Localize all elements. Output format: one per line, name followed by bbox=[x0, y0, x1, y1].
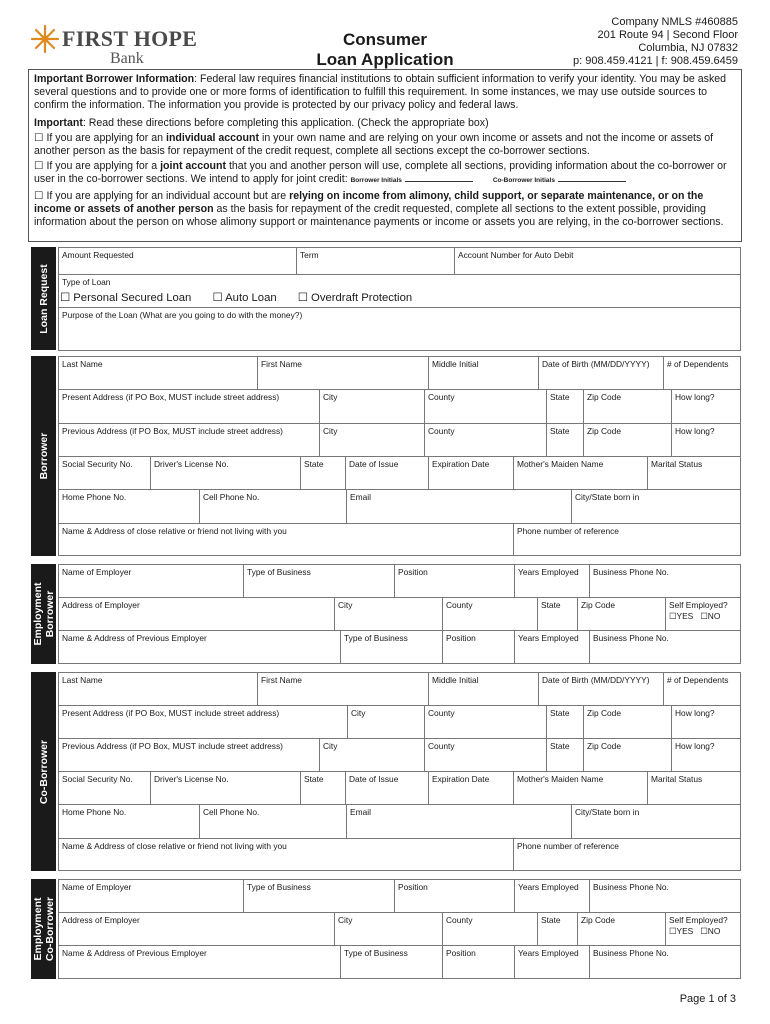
borrower-employer-address-field[interactable]: Address of Employer bbox=[58, 597, 335, 631]
coborrower-city-state-born-field[interactable]: City/State born in bbox=[571, 804, 741, 839]
company-info bbox=[573, 16, 738, 68]
borrower-prev-years-employed-field[interactable]: Years Employed bbox=[514, 630, 590, 664]
borrower-date-issue-field[interactable]: Date of Issue bbox=[345, 456, 429, 490]
borrower-previous-address-field[interactable]: Previous Address (if PO Box, MUST include street address) bbox=[58, 423, 320, 457]
coborrower-previous-zip-field[interactable]: Zip Code bbox=[583, 738, 672, 772]
coborrower-expiration-field[interactable]: Expiration Date bbox=[428, 771, 514, 805]
coborrower-present-state-field[interactable]: State bbox=[546, 705, 584, 739]
borrower-license-field[interactable]: Driver's License No. bbox=[150, 456, 301, 490]
directions-paragraph: Important: Read these directions before completing this application. (Check the appropriate box) bbox=[34, 116, 489, 129]
coborrower-employer-county-field[interactable]: County bbox=[442, 912, 538, 946]
coborrower-self-employed-field: Self Employed? ☐YES ☐NO bbox=[665, 912, 741, 946]
borrower-home-phone-field[interactable]: Home Phone No. bbox=[58, 489, 200, 524]
borrower-self-employed-yes[interactable]: ☐YES bbox=[669, 611, 694, 621]
coborrower-previous-state-field[interactable]: State bbox=[546, 738, 584, 772]
coborrower-previous-how-long-field[interactable]: How long? bbox=[671, 738, 741, 772]
coborrower-present-address-field[interactable]: Present Address (if PO Box, MUST include street address) bbox=[58, 705, 348, 739]
coborrower-years-employed-field[interactable]: Years Employed bbox=[514, 879, 590, 913]
borrower-employer-field[interactable]: Name of Employer bbox=[58, 564, 244, 598]
borrower-previous-employer-field[interactable]: Name & Address of Previous Employer bbox=[58, 630, 341, 664]
coborrower-previous-employer-field[interactable]: Name & Address of Previous Employer bbox=[58, 945, 341, 979]
borrower-position-field[interactable]: Position bbox=[394, 564, 515, 598]
borrower-city-state-born-field[interactable]: City/State born in bbox=[571, 489, 741, 524]
borrower-previous-city-field[interactable]: City bbox=[319, 423, 425, 457]
coborrower-business-type-field[interactable]: Type of Business bbox=[243, 879, 395, 913]
company-address-2: Columbia, NJ 07832 bbox=[638, 42, 738, 54]
coborrower-business-phone-field[interactable]: Business Phone No. bbox=[589, 879, 741, 913]
borrower-employer-zip-field[interactable]: Zip Code bbox=[577, 597, 666, 631]
coborrower-previous-city-field[interactable]: City bbox=[319, 738, 425, 772]
coborrower-prev-position-field[interactable]: Position bbox=[442, 945, 515, 979]
borrower-previous-zip-field[interactable]: Zip Code bbox=[583, 423, 672, 457]
borrower-business-type-field[interactable]: Type of Business bbox=[243, 564, 395, 598]
borrower-years-employed-field[interactable]: Years Employed bbox=[514, 564, 590, 598]
borrower-present-address-field[interactable]: Present Address (if PO Box, MUST include street address) bbox=[58, 389, 320, 424]
option-overdraft-protection[interactable]: ☐ Overdraft Protection bbox=[297, 292, 413, 304]
logo-subtitle: Bank bbox=[110, 50, 144, 67]
borrower-reference-phone-field[interactable]: Phone number of reference bbox=[513, 523, 741, 556]
borrower-prev-business-type-field[interactable]: Type of Business bbox=[340, 630, 443, 664]
borrower-previous-county-field[interactable]: County bbox=[424, 423, 547, 457]
borrower-middle-initial-field[interactable]: Middle Initial bbox=[428, 356, 539, 390]
coborrower-first-name-field[interactable]: First Name bbox=[257, 672, 429, 706]
coborrower-employer-zip-field[interactable]: Zip Code bbox=[577, 912, 666, 946]
borrower-email-field[interactable]: Email bbox=[346, 489, 572, 524]
loan-type-options bbox=[60, 291, 430, 304]
instructions-box bbox=[28, 69, 742, 242]
coborrower-present-zip-field[interactable]: Zip Code bbox=[583, 705, 672, 739]
borrower-ssn-field[interactable]: Social Security No. bbox=[58, 456, 151, 490]
type-of-loan-field: Type of Loan bbox=[58, 274, 741, 308]
coborrower-maiden-name-field[interactable]: Mother's Maiden Name bbox=[513, 771, 648, 805]
coborrower-employer-field[interactable]: Name of Employer bbox=[58, 879, 244, 913]
borrower-marital-status-field[interactable]: Marital Status bbox=[647, 456, 741, 490]
option-personal-secured-loan[interactable]: ☐ Personal Secured Loan bbox=[60, 292, 192, 304]
star-logo-icon bbox=[30, 24, 60, 54]
coborrower-employer-state-field[interactable]: State bbox=[537, 912, 578, 946]
coborrower-dob-field[interactable]: Date of Birth (MM/DD/YYYY) bbox=[538, 672, 664, 706]
borrower-present-how-long-field[interactable]: How long? bbox=[671, 389, 741, 424]
borrower-initials-field[interactable] bbox=[405, 174, 473, 182]
coborrower-reference-phone-field[interactable]: Phone number of reference bbox=[513, 838, 741, 871]
logo-name: FIRST HOPE bbox=[62, 26, 198, 51]
borrower-self-employed-no[interactable]: ☐NO bbox=[700, 611, 721, 621]
company-address-1: 201 Route 94 | Second Floor bbox=[597, 29, 738, 41]
borrower-previous-how-long-field[interactable]: How long? bbox=[671, 423, 741, 457]
coborrower-employer-address-field[interactable]: Address of Employer bbox=[58, 912, 335, 946]
coborrower-home-phone-field[interactable]: Home Phone No. bbox=[58, 804, 200, 839]
coborrower-license-state-field[interactable]: State bbox=[300, 771, 346, 805]
company-nmls: Company NMLS #460885 bbox=[611, 16, 738, 28]
borrower-relative-field[interactable]: Name & Address of close relative or friend not living with you bbox=[58, 523, 514, 556]
borrower-initials-label: Borrower Initials bbox=[350, 177, 402, 185]
option-alimony: ☐ If you are applying for an individual account but are relying on income from alimony, child support, or separate maintenance, or on the income or assets of another person as the basis for repayment of the credit requested, complete all sections to the extent possible, providing information about the person on whose alimony support or maintenance payments or income or assets you are relying, in the co-borrower sections. bbox=[34, 189, 724, 229]
coborrower-present-county-field[interactable]: County bbox=[424, 705, 547, 739]
borrower-dob-field[interactable]: Date of Birth (MM/DD/YYYY) bbox=[538, 356, 664, 390]
borrower-expiration-field[interactable]: Expiration Date bbox=[428, 456, 514, 490]
coborrower-middle-initial-field[interactable]: Middle Initial bbox=[428, 672, 539, 706]
coborrower-cell-phone-field[interactable]: Cell Phone No. bbox=[199, 804, 347, 839]
section-borrower: Borrower bbox=[31, 356, 56, 556]
option-joint: ☐ If you are applying for a joint account that you and another person will use, complete all sections, providing information about the co-borrower or user in the co-borrower sections. We intend to apply for joint credit: Borrower Initials Co-Borrower Initials bbox=[34, 160, 727, 186]
checkbox-individual[interactable]: ☐ bbox=[34, 131, 44, 144]
borrower-info-paragraph: Important Borrower Information: Federal law requires financial institutions to obtain sufficient information to verify your identity. You may be asked several questions and to provide one or more forms of identification to fulfill this requirement. In some instances, we may use outside sources to confirm the information. The information you provide is protected by our privacy policy and federal laws. bbox=[34, 73, 727, 112]
coborrower-previous-county-field[interactable]: County bbox=[424, 738, 547, 772]
borrower-cell-phone-field[interactable]: Cell Phone No. bbox=[199, 489, 347, 524]
bank-logo bbox=[30, 22, 200, 70]
borrower-self-employed-field: Self Employed? ☐YES ☐NO bbox=[665, 597, 741, 631]
checkbox-alimony[interactable]: ☐ bbox=[34, 189, 44, 202]
option-auto-loan[interactable]: ☐ Auto Loan bbox=[212, 292, 277, 304]
checkbox-joint[interactable]: ☐ bbox=[34, 160, 44, 173]
section-employment-borrower: Employment Borrower bbox=[31, 564, 56, 664]
coborrower-self-employed-yes[interactable]: ☐YES bbox=[669, 926, 694, 936]
coborrower-prev-business-type-field[interactable]: Type of Business bbox=[340, 945, 443, 979]
coborrower-date-issue-field[interactable]: Date of Issue bbox=[345, 771, 429, 805]
coborrower-employer-city-field[interactable]: City bbox=[334, 912, 443, 946]
coborrower-prev-business-phone-field[interactable]: Business Phone No. bbox=[589, 945, 741, 979]
coborrower-email-field[interactable]: Email bbox=[346, 804, 572, 839]
section-employment-coborrower: Employment Co-Borrower bbox=[31, 879, 56, 979]
borrower-present-state-field[interactable]: State bbox=[546, 389, 584, 424]
coborrower-relative-field[interactable]: Name & Address of close relative or friend not living with you bbox=[58, 838, 514, 871]
coborrower-present-how-long-field[interactable]: How long? bbox=[671, 705, 741, 739]
option-individual: ☐ If you are applying for an individual account in your own name and are relying on your own income or assets and not the income or assets of another person as the basis for repayment of the credit request, complete all sections except the co-borrower sections. bbox=[34, 131, 714, 158]
coborrower-marital-status-field[interactable]: Marital Status bbox=[647, 771, 741, 805]
section-coborrower: Co-Borrower bbox=[31, 672, 56, 871]
borrower-previous-state-field[interactable]: State bbox=[546, 423, 584, 457]
borrower-business-phone-field[interactable]: Business Phone No. bbox=[589, 564, 741, 598]
loan-purpose-field[interactable]: Purpose of the Loan (What are you going to do with the money?) bbox=[58, 307, 741, 351]
coborrower-present-city-field[interactable]: City bbox=[347, 705, 425, 739]
coborrower-last-name-field[interactable]: Last Name bbox=[58, 672, 258, 706]
amount-requested-field[interactable]: Amount Requested bbox=[58, 247, 297, 275]
borrower-prev-business-phone-field[interactable]: Business Phone No. bbox=[589, 630, 741, 664]
coborrower-position-field[interactable]: Position bbox=[394, 879, 515, 913]
borrower-maiden-name-field[interactable]: Mother's Maiden Name bbox=[513, 456, 648, 490]
borrower-present-zip-field[interactable]: Zip Code bbox=[583, 389, 672, 424]
coborrower-initials-field[interactable] bbox=[558, 174, 626, 182]
borrower-present-county-field[interactable]: County bbox=[424, 389, 547, 424]
borrower-dependents-field[interactable]: # of Dependents bbox=[663, 356, 741, 390]
coborrower-license-field[interactable]: Driver's License No. bbox=[150, 771, 301, 805]
borrower-first-name-field[interactable]: First Name bbox=[257, 356, 429, 390]
coborrower-dependents-field[interactable]: # of Dependents bbox=[663, 672, 741, 706]
company-contact: p: 908.459.4121 | f: 908.459.6459 bbox=[573, 55, 738, 67]
section-loan-request: Loan Request bbox=[31, 247, 56, 350]
borrower-prev-position-field[interactable]: Position bbox=[442, 630, 515, 664]
page-number: Page 1 of 3 bbox=[679, 993, 736, 1005]
document-title: Consumer Loan Application bbox=[316, 30, 454, 69]
borrower-present-city-field[interactable]: City bbox=[319, 389, 425, 424]
borrower-last-name-field[interactable]: Last Name bbox=[58, 356, 258, 390]
account-number-field[interactable]: Account Number for Auto Debit bbox=[454, 247, 741, 275]
borrower-license-state-field[interactable]: State bbox=[300, 456, 346, 490]
coborrower-prev-years-employed-field[interactable]: Years Employed bbox=[514, 945, 590, 979]
coborrower-initials-label: Co-Borrower Initials bbox=[492, 177, 555, 185]
borrower-employer-county-field[interactable]: County bbox=[442, 597, 538, 631]
term-field[interactable]: Term bbox=[296, 247, 455, 275]
coborrower-previous-address-field[interactable]: Previous Address (if PO Box, MUST include street address) bbox=[58, 738, 320, 772]
borrower-employer-city-field[interactable]: City bbox=[334, 597, 443, 631]
coborrower-ssn-field[interactable]: Social Security No. bbox=[58, 771, 151, 805]
coborrower-self-employed-no[interactable]: ☐NO bbox=[700, 926, 721, 936]
borrower-employer-state-field[interactable]: State bbox=[537, 597, 578, 631]
